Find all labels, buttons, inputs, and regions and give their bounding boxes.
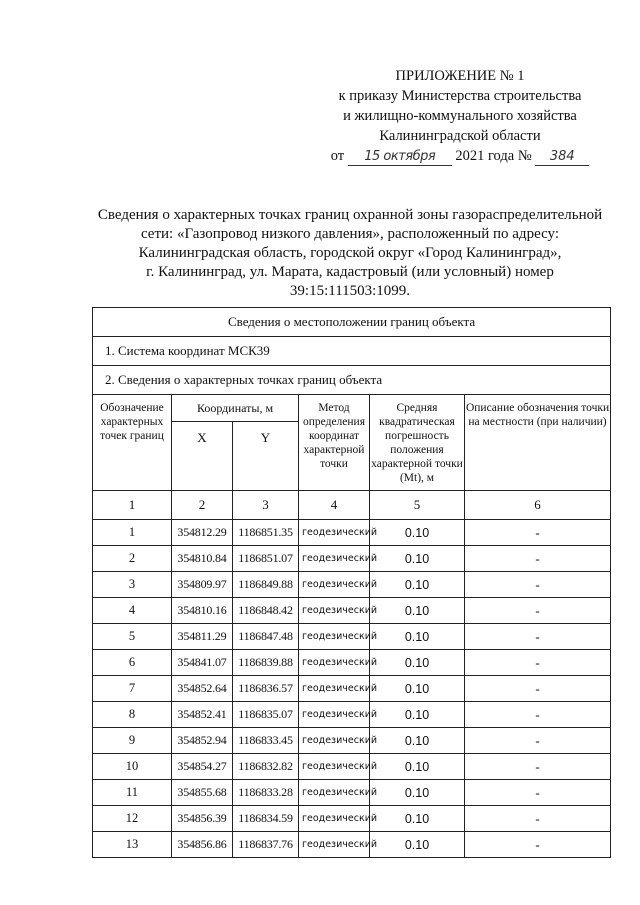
table-row [93,624,611,650]
description: - [465,650,611,676]
coord-y: 1186835.07 [233,702,299,728]
coord-x: 354856.86 [172,832,233,858]
title-line-5: 39:15:111503:1099. [289,283,411,299]
header-designation: Обозначение характерных точек границ [93,395,172,491]
coord-x: 354855.68 [172,780,233,806]
table-row [93,806,611,832]
point-number: 9 [93,728,172,754]
column-number: 4 [299,491,370,520]
section-title: Сведения о местоположении границ объекта [93,308,611,337]
coord-system: 1. Система координат МСК39 [93,337,611,366]
order-line: к приказу Министерства строительства [338,88,582,104]
accuracy: 0.10 [370,546,465,572]
coord-y: 1186834.59 [233,806,299,832]
description: - [465,780,611,806]
point-number: 12 [93,806,172,832]
coord-x: 354812.29 [172,520,233,546]
point-number: 10 [93,754,172,780]
point-number: 1 [93,520,172,546]
column-number: 3 [233,491,299,520]
appendix-header [300,66,620,166]
description: - [465,832,611,858]
method: геодезический [299,702,370,728]
method: геодезический [299,754,370,780]
coord-x: 354854.27 [172,754,233,780]
table-row [93,598,611,624]
region-line: Калининградской области [379,128,541,144]
method: геодезический [299,572,370,598]
table-row [93,754,611,780]
coord-y: 1186837.76 [233,832,299,858]
coord-y: 1186851.07 [233,546,299,572]
method: геодезический [299,728,370,754]
column-number: 1 [93,491,172,520]
point-number: 2 [93,546,172,572]
section-title-row [93,308,611,337]
description: - [465,572,611,598]
point-number: 6 [93,650,172,676]
method: геодезический [299,832,370,858]
description: - [465,624,611,650]
table-row [93,676,611,702]
accuracy: 0.10 [370,702,465,728]
description: - [465,702,611,728]
description: - [465,520,611,546]
method: геодезический [299,546,370,572]
table-row [93,780,611,806]
accuracy: 0.10 [370,650,465,676]
accuracy: 0.10 [370,676,465,702]
method: геодезический [299,676,370,702]
accuracy: 0.10 [370,832,465,858]
table-row [93,702,611,728]
coord-system-row [93,337,611,366]
document-title [80,206,620,301]
point-number: 11 [93,780,172,806]
accuracy: 0.10 [370,806,465,832]
method: геодезический [299,650,370,676]
description: - [465,728,611,754]
header-x: X [172,422,233,491]
header-description: Описание обозначения точки на местности (при наличии) [465,395,611,491]
title-line-4: г. Калининград, ул. Марата, кадастровый (или условный) номер [146,264,554,280]
header-method: Метод определения координат характерной точки [299,395,370,491]
accuracy: 0.10 [370,572,465,598]
table-row [93,650,611,676]
description: - [465,546,611,572]
ministry-line: и жилищно-коммунального хозяйства [343,108,577,124]
coord-x: 354810.16 [172,598,233,624]
column-number: 6 [465,491,611,520]
header-accuracy: Средняя квадратическая погрешность положения характерной точки (Mt), м [370,395,465,491]
coord-x: 354852.41 [172,702,233,728]
description: - [465,806,611,832]
point-number: 7 [93,676,172,702]
header-coordinates: Координаты, м [172,395,299,422]
handwritten-date: 15 октября [348,149,452,166]
coord-x: 354856.39 [172,806,233,832]
method: геодезический [299,520,370,546]
date-suffix: 2021 года № [455,148,532,164]
accuracy: 0.10 [370,598,465,624]
coord-x: 354809.97 [172,572,233,598]
method: геодезический [299,624,370,650]
points-section: 2. Сведения о характерных точках границ объекта [93,366,611,395]
title-line-2: сети: «Газопровод низкого давления», расположенный по адресу: [140,226,560,242]
coord-y: 1186832.82 [233,754,299,780]
accuracy: 0.10 [370,624,465,650]
coord-x: 354811.29 [172,624,233,650]
coord-y: 1186836.57 [233,676,299,702]
table-row [93,832,611,858]
table-row [93,728,611,754]
coord-x: 354841.07 [172,650,233,676]
handwritten-order-number: 384 [535,149,589,166]
header-y: Y [233,422,299,491]
point-number: 13 [93,832,172,858]
description: - [465,598,611,624]
coord-y: 1186833.28 [233,780,299,806]
accuracy: 0.10 [370,780,465,806]
column-number: 5 [370,491,465,520]
coord-y: 1186849.88 [233,572,299,598]
accuracy: 0.10 [370,728,465,754]
order-date-line [300,146,620,166]
column-number: 2 [172,491,233,520]
points-section-row [93,366,611,395]
point-number: 3 [93,572,172,598]
coord-y: 1186848.42 [233,598,299,624]
table-row [93,520,611,546]
accuracy: 0.10 [370,754,465,780]
coord-y: 1186851.35 [233,520,299,546]
coord-y: 1186847.48 [233,624,299,650]
boundary-points-table [92,307,611,858]
title-line-3: Калининградская область, городской округ «Город Калининград», [138,245,562,261]
accuracy: 0.10 [370,520,465,546]
coord-x: 354852.64 [172,676,233,702]
title-line-1: Сведения о характерных точках границ охранной зоны газораспределительной [97,207,603,223]
table-row [93,572,611,598]
date-prefix: от [330,148,345,164]
header-row-1 [93,395,611,422]
method: геодезический [299,780,370,806]
point-number: 5 [93,624,172,650]
description: - [465,676,611,702]
method: геодезический [299,806,370,832]
method: геодезический [299,598,370,624]
coord-x: 354852.94 [172,728,233,754]
coord-y: 1186839.88 [233,650,299,676]
table-row [93,546,611,572]
column-number-row [93,491,611,520]
description: - [465,754,611,780]
appendix-title: ПРИЛОЖЕНИЕ № 1 [395,68,525,84]
coord-y: 1186833.45 [233,728,299,754]
point-number: 8 [93,702,172,728]
point-number: 4 [93,598,172,624]
coord-x: 354810.84 [172,546,233,572]
